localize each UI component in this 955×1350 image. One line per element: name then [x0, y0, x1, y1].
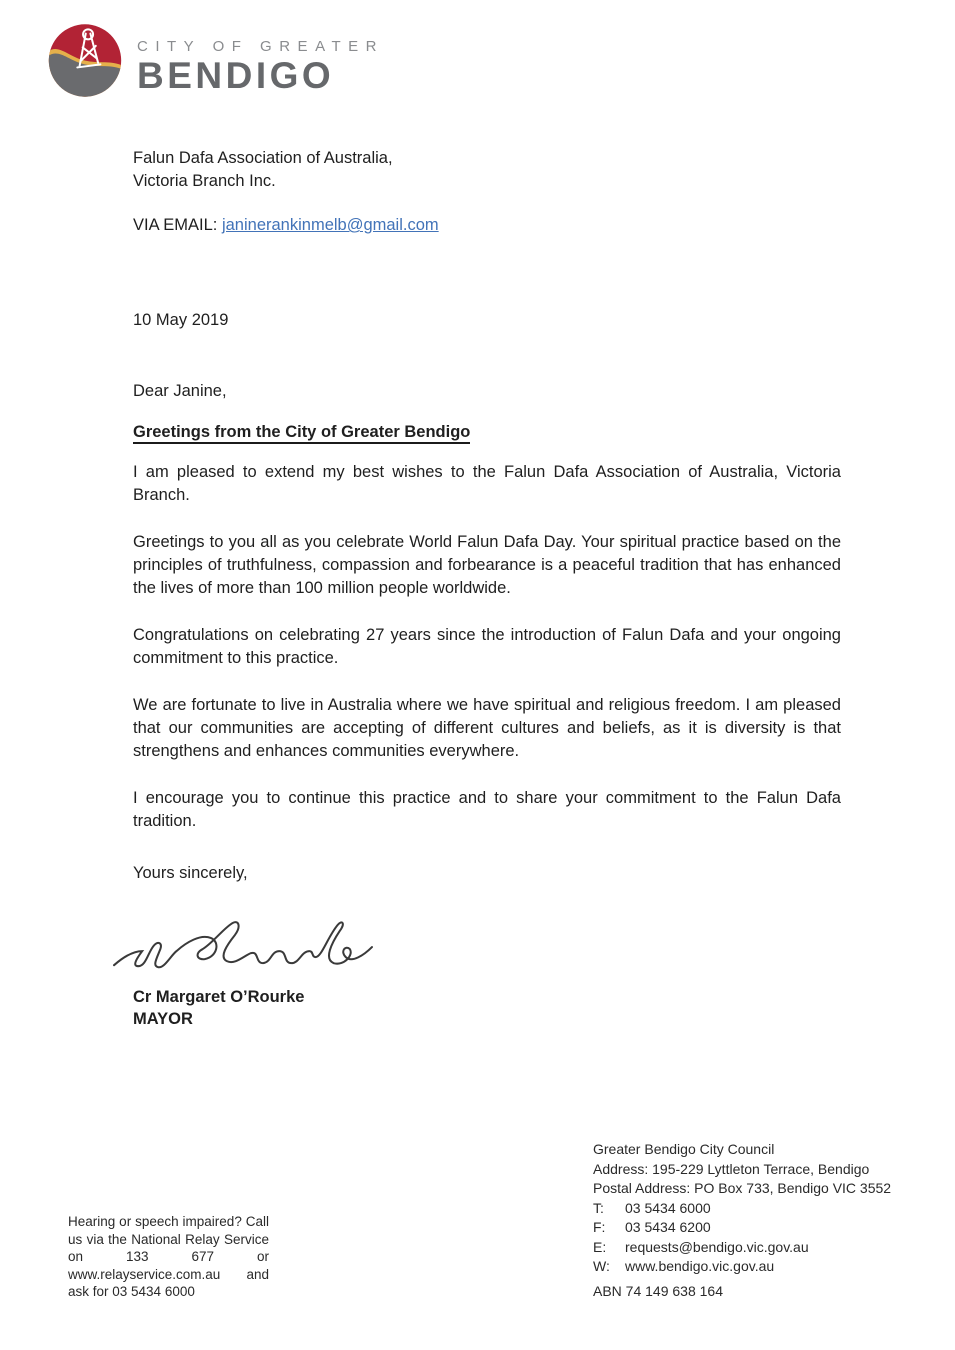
council-contact-block: [593, 1140, 923, 1301]
city-of-greater-bendigo-logo: [45, 22, 384, 99]
council-address: Address: 195-229 Lyttleton Terrace, Bendigo: [593, 1160, 870, 1177]
council-phone: 03 5434 6000: [625, 1199, 711, 1216]
logo-wordmark: [137, 28, 384, 94]
logo-topline-text: CITY OF GREATER: [137, 37, 384, 55]
via-email-label: VIA EMAIL:: [133, 216, 222, 234]
council-email: requests@bendigo.vic.gov.au: [625, 1238, 809, 1255]
recipient-line-2: Victoria Branch Inc.: [133, 172, 276, 190]
council-fax: 03 5434 6200: [625, 1219, 711, 1235]
paragraph-2: Greetings to you all as you celebrate World Falun Dafa Day. Your spiritual practice based on the principles of truthfulness, compassion and forbearance is a peaceful tradition that has enhanced the lives of more than 100 million people worldwide.: [133, 533, 841, 597]
via-email-line: [133, 214, 439, 237]
salutation: Dear Janine,: [133, 382, 227, 400]
council-postal-address: Postal Address: PO Box 733, Bendigo VIC 3552: [593, 1180, 892, 1196]
council-website-row: W: www.bendigo.vic.gov.au: [593, 1257, 923, 1277]
signature-image: [112, 902, 374, 980]
paragraph-3: Congratulations on celebrating 27 years since the introduction of Falun Dafa and your ongoing commitment to this practice.: [133, 626, 841, 667]
recipient-block: [133, 147, 393, 193]
logo-name-text: BENDIGO: [137, 54, 335, 96]
closing-line: Yours sincerely,: [133, 864, 248, 882]
council-email-row: E: requests@bendigo.vic.gov.au: [593, 1238, 923, 1258]
mining-poppet-head-icon: [45, 22, 125, 99]
letter-date: 10 May 2019: [133, 311, 229, 329]
council-abn: ABN 74 149 638 164: [593, 1282, 723, 1299]
council-phone-row: T: 03 5434 6000: [593, 1199, 923, 1219]
council-website: www.bendigo.vic.gov.au: [625, 1258, 775, 1274]
subject-heading: Greetings from the City of Greater Bendigo: [133, 421, 470, 444]
signatory-block: [133, 986, 304, 1030]
paragraph-1: I am pleased to extend my best wishes to the Falun Dafa Association of Australia, Victoria Branch.: [133, 463, 841, 504]
paragraph-5: I encourage you to continue this practice and to share your commitment to the Falun Dafa tradition.: [133, 789, 841, 830]
accessibility-note: Hearing or speech impaired? Call us via the National Relay Service on 133 677 or www.relayservice.com.au and ask for 03 5434 6000: [68, 1214, 269, 1299]
council-name: Greater Bendigo City Council: [593, 1141, 775, 1157]
signatory-name: Cr Margaret O’Rourke: [133, 988, 305, 1006]
signatory-title: MAYOR: [133, 1010, 193, 1028]
paragraph-4: We are fortunate to live in Australia where we have spiritual and religious freedom. I am pleased that our communities are accepting of different cultures and beliefs, as it is diversity is that strengthens and enhances communities everywhere.: [133, 696, 841, 760]
letter-body: [133, 461, 841, 857]
council-fax-row: F: 03 5434 6200: [593, 1218, 923, 1238]
recipient-line-1: Falun Dafa Association of Australia,: [133, 149, 393, 167]
recipient-email-link[interactable]: janinerankinmelb@gmail.com: [221, 216, 439, 234]
